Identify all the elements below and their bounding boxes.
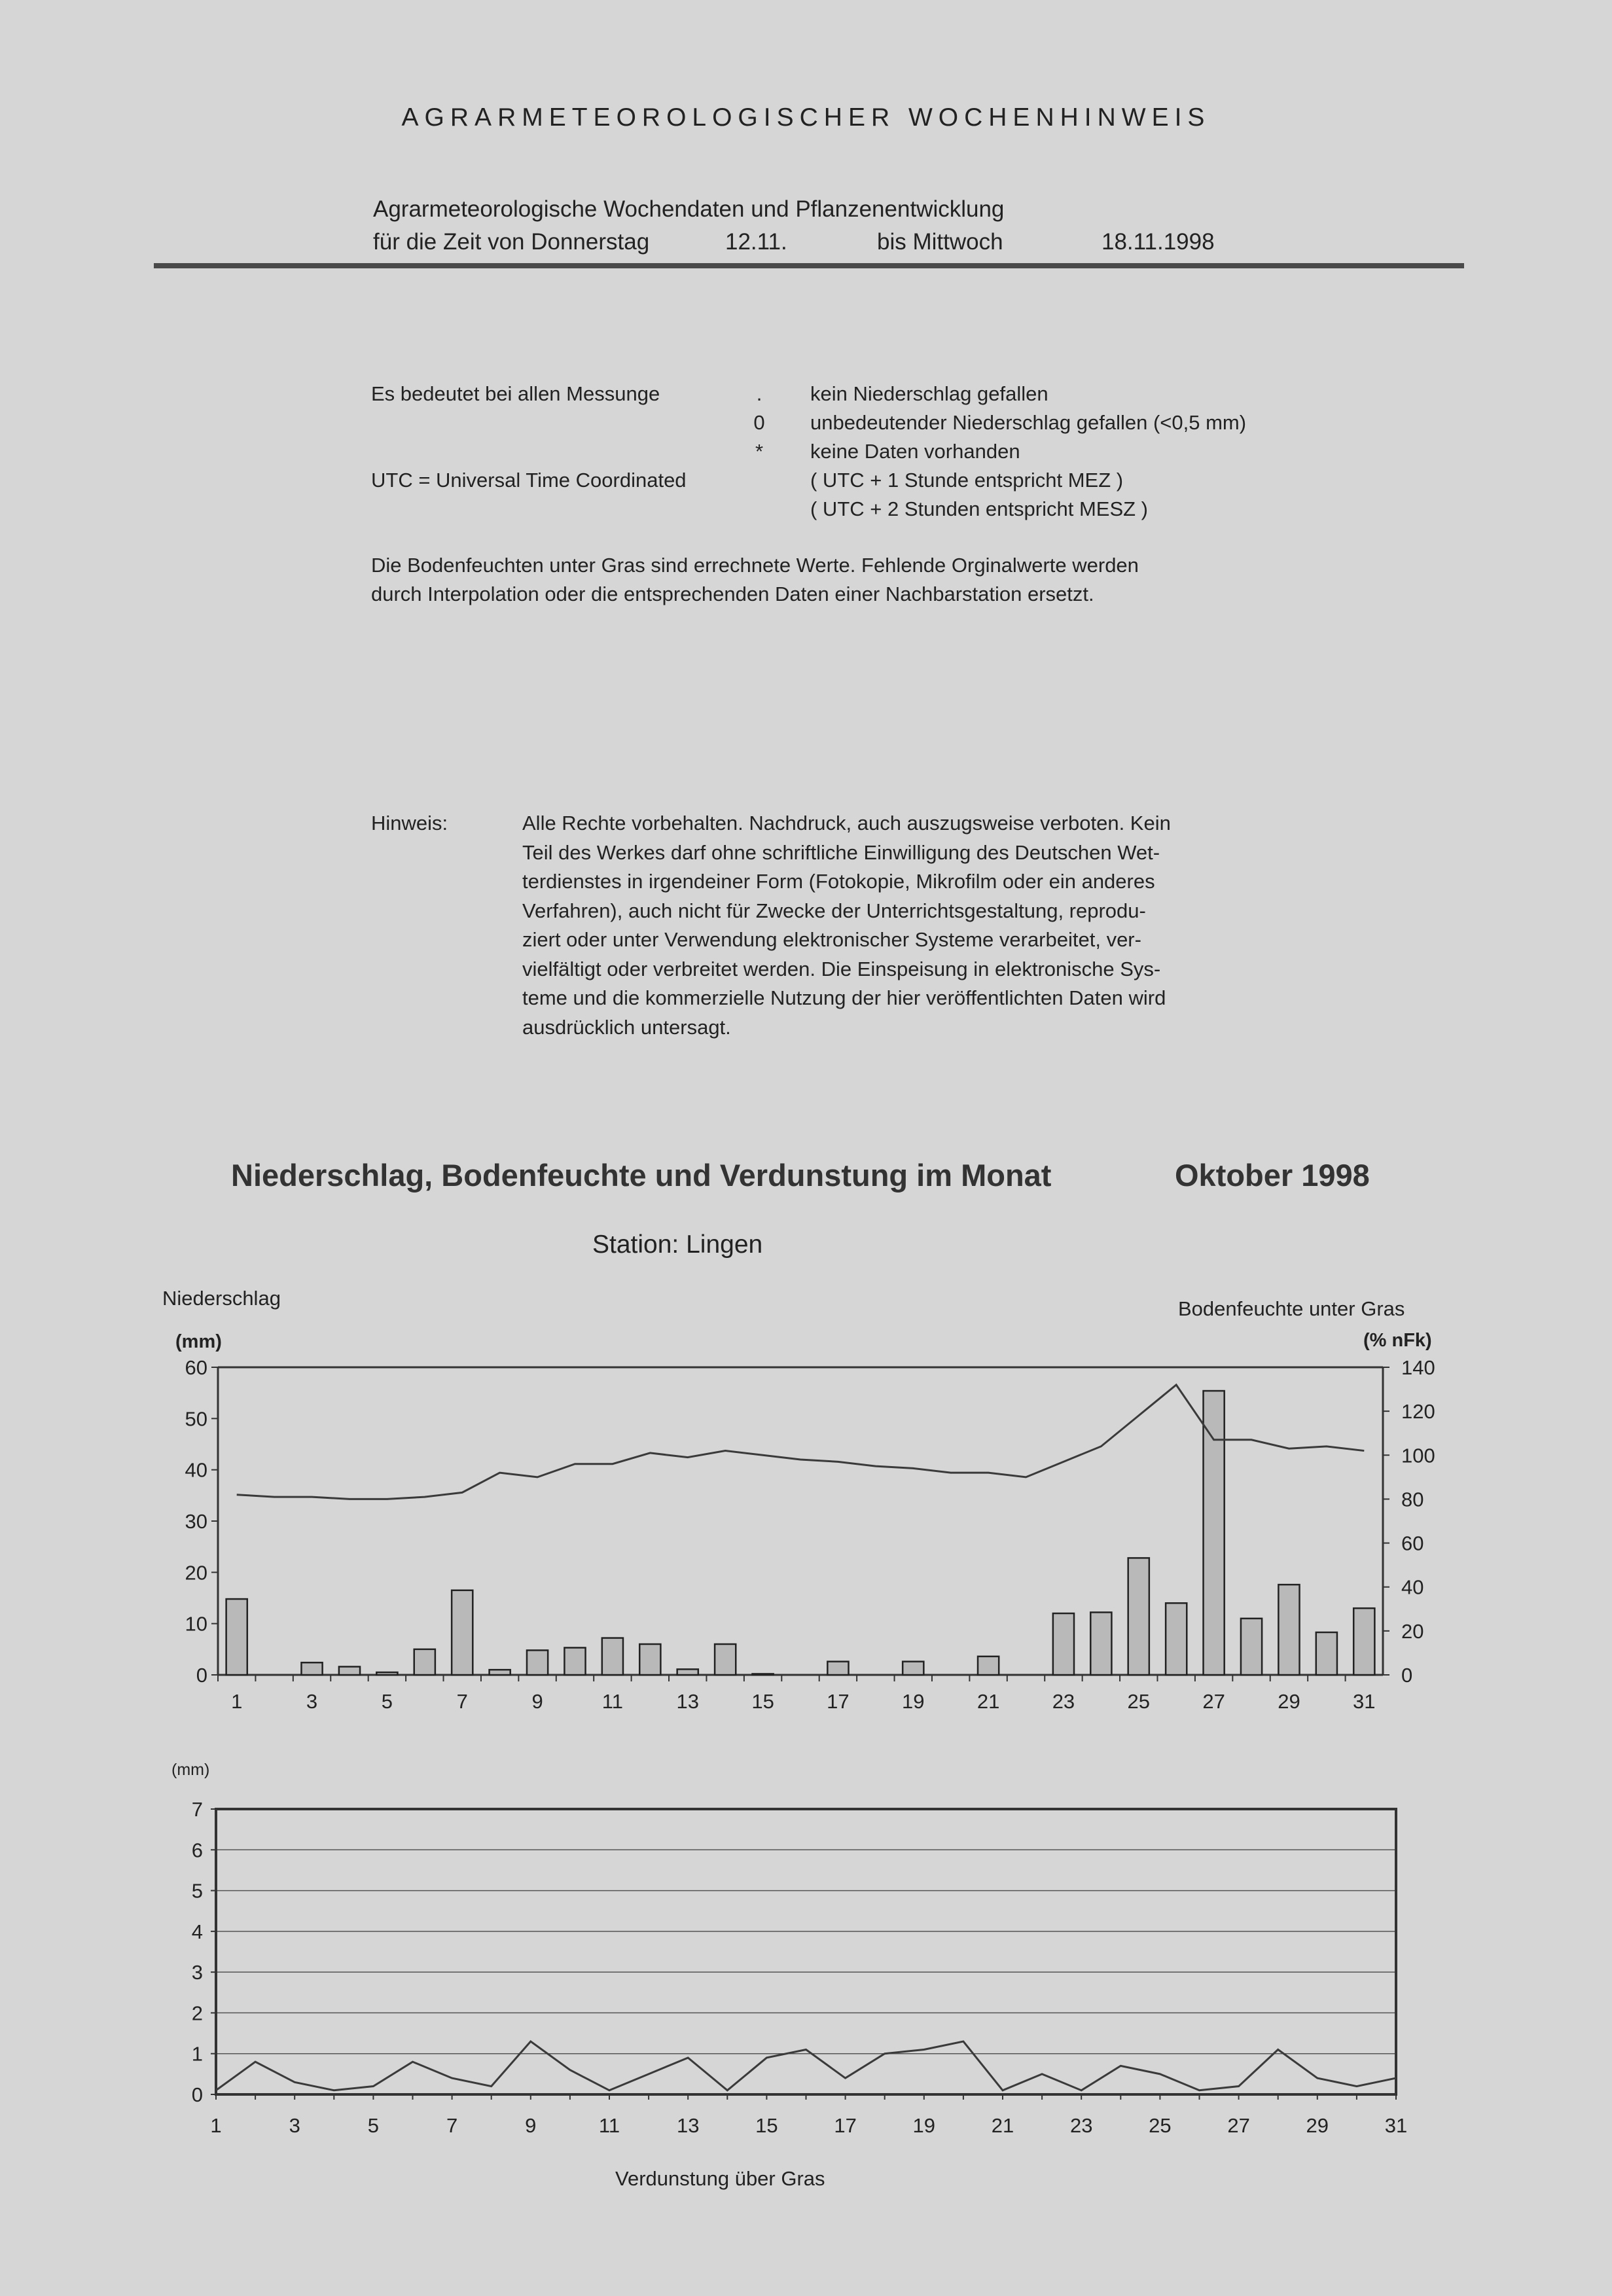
x-tick-label: 15	[755, 2114, 778, 2137]
precipitation-bar	[452, 1590, 473, 1675]
station-label: Station: Lingen	[592, 1230, 763, 1259]
notice-line: vielfältigt oder verbreitet werden. Die Einspeisung in elektronische Sys-	[522, 957, 1161, 980]
y-tick-label: 6	[191, 1839, 203, 1862]
right-axis-unit: (% nFk)	[1363, 1330, 1432, 1351]
precipitation-bar	[753, 1674, 774, 1675]
notice-line: Verfahren), auch nicht für Zwecke der Unterrichtsgestaltung, reprodu-	[522, 899, 1146, 922]
evaporation-chart-label: Verdunstung über Gras	[615, 2167, 825, 2190]
x-tick-label: 5	[381, 1690, 393, 1713]
precipitation-bar	[490, 1670, 510, 1675]
precipitation-bar	[527, 1650, 548, 1675]
precipitation-bar	[677, 1669, 698, 1675]
x-tick-label: 17	[827, 1690, 850, 1713]
notice-line: ziert oder unter Verwendung elektronischer Systeme verarbeitet, ver-	[522, 928, 1141, 951]
left-tick-label: 10	[185, 1612, 207, 1636]
precipitation-bar	[978, 1657, 999, 1675]
legend-text: keine Daten vorhanden	[810, 440, 1020, 463]
x-tick-label: 11	[598, 2114, 620, 2137]
evaporation-axis-unit: (mm)	[171, 1761, 210, 1779]
precipitation-bar	[564, 1647, 585, 1675]
precipitation-bar	[715, 1644, 736, 1675]
precipitation-bar	[301, 1662, 322, 1675]
y-tick-label: 1	[191, 2042, 203, 2066]
x-tick-label: 27	[1202, 1690, 1225, 1713]
x-tick-label: 7	[456, 1690, 468, 1713]
x-tick-label: 23	[1069, 2114, 1093, 2137]
x-tick-label: 15	[751, 1690, 774, 1713]
precipitation-bar	[1241, 1619, 1262, 1675]
page-header-title: AGRARMETEOROLOGISCHER WOCHENHINWEIS	[401, 103, 1211, 132]
utc-label: UTC = Universal Time Coordinated	[371, 469, 687, 492]
precipitation-bar	[827, 1662, 848, 1675]
notice-line: Teil des Werkes darf ohne schriftliche Einwilligung des Deutschen Wet-	[522, 840, 1160, 864]
x-tick-label: 1	[231, 1690, 243, 1713]
right-tick-label: 140	[1401, 1356, 1435, 1379]
precipitation-bar	[1353, 1608, 1374, 1675]
x-tick-label: 13	[676, 1690, 699, 1713]
right-tick-label: 40	[1401, 1575, 1424, 1599]
x-tick-label: 11	[601, 1690, 623, 1713]
legend-symbol: *	[755, 440, 764, 463]
x-tick-label: 3	[289, 2114, 300, 2137]
precipitation-bar	[1278, 1585, 1299, 1675]
precipitation-bar	[1090, 1612, 1111, 1675]
left-axis-title: Niederschlag	[162, 1287, 281, 1310]
left-tick-label: 30	[185, 1510, 207, 1533]
precipitation-bar	[1316, 1632, 1337, 1675]
left-axis-unit: (mm)	[175, 1331, 222, 1352]
legend-symbol: .	[756, 382, 762, 405]
x-tick-label: 31	[1384, 2114, 1408, 2137]
section-month: Oktober 1998	[1175, 1158, 1370, 1193]
precipitation-bar	[903, 1662, 923, 1675]
section-title: Niederschlag, Bodenfeuchte und Verdunstung im Monat	[231, 1158, 1052, 1193]
x-tick-label: 17	[834, 2114, 857, 2137]
utc-line: ( UTC + 1 Stunde entspricht MEZ )	[810, 469, 1124, 492]
right-tick-label: 60	[1401, 1532, 1424, 1555]
legend-text: kein Niederschlag gefallen	[810, 382, 1048, 405]
precipitation-bar	[602, 1638, 623, 1675]
precipitation-bar	[1166, 1603, 1187, 1675]
period-prefix: für die Zeit von Donnerstag	[373, 229, 650, 255]
x-tick-label: 19	[912, 2114, 936, 2137]
date-to: 18.11.1998	[1102, 229, 1215, 255]
notice-label: Hinweis:	[371, 812, 448, 834]
x-tick-label: 29	[1278, 1690, 1300, 1713]
x-tick-label: 27	[1227, 2114, 1250, 2137]
x-tick-label: 25	[1127, 1690, 1151, 1713]
x-tick-label: 21	[976, 1690, 1000, 1713]
precipitation-bar	[226, 1599, 247, 1675]
x-tick-label: 19	[902, 1690, 925, 1713]
x-tick-label: 9	[531, 1690, 543, 1713]
y-tick-label: 3	[191, 1961, 203, 1984]
precipitation-bar	[1204, 1391, 1225, 1675]
precipitation-bar	[339, 1666, 360, 1675]
left-tick-label: 0	[196, 1664, 207, 1687]
x-tick-label: 13	[676, 2114, 700, 2137]
x-tick-label: 7	[446, 2114, 458, 2137]
x-tick-label: 5	[367, 2114, 380, 2137]
right-axis-title: Bodenfeuchte unter Gras	[1178, 1297, 1405, 1320]
x-tick-label: 21	[991, 2114, 1014, 2137]
right-tick-label: 80	[1401, 1488, 1424, 1511]
precipitation-bar	[1128, 1558, 1149, 1675]
x-tick-label: 9	[525, 2114, 537, 2137]
y-tick-label: 7	[191, 1798, 203, 1821]
legend-text: unbedeutender Niederschlag gefallen (<0,5 mm)	[810, 411, 1247, 434]
precipitation-bar	[414, 1649, 435, 1675]
legend-intro: Es bedeutet bei allen Messunge	[371, 382, 660, 405]
notice-line: teme und die kommerzielle Nutzung der hier veröffentlichten Daten wird	[522, 986, 1166, 1009]
precipitation-bar	[639, 1644, 660, 1675]
notice-line: terdienstes in irgendeiner Form (Fotokopie, Mikrofilm oder ein anderes	[522, 870, 1155, 893]
x-tick-label: 1	[210, 2114, 222, 2137]
x-tick-label: 29	[1306, 2114, 1329, 2137]
right-tick-label: 20	[1401, 1619, 1424, 1643]
legend-symbol: 0	[753, 411, 765, 434]
period-mid: bis Mittwoch	[877, 229, 1003, 255]
y-tick-label: 0	[191, 2083, 203, 2106]
right-tick-label: 100	[1401, 1444, 1435, 1467]
y-tick-label: 2	[191, 2001, 203, 2025]
soil-note-line: durch Interpolation oder die entsprechenden Daten einer Nachbarstation ersetzt.	[371, 583, 1094, 605]
y-tick-label: 5	[191, 1879, 203, 1903]
left-tick-label: 40	[185, 1458, 207, 1482]
x-tick-label: 23	[1052, 1690, 1075, 1713]
date-from: 12.11.	[725, 229, 787, 255]
right-tick-label: 120	[1401, 1400, 1435, 1424]
y-tick-label: 4	[191, 1920, 203, 1943]
left-tick-label: 50	[185, 1407, 207, 1431]
right-tick-label: 0	[1401, 1664, 1413, 1687]
soil-moisture-line	[237, 1385, 1365, 1499]
x-tick-label: 25	[1149, 2114, 1172, 2137]
soil-note-line: Die Bodenfeuchten unter Gras sind errechnete Werte. Fehlende Orginalwerte werden	[371, 554, 1139, 577]
utc-line: ( UTC + 2 Stunden entspricht MESZ )	[810, 497, 1148, 520]
x-tick-label: 3	[306, 1690, 318, 1713]
notice-line: ausdrücklich untersagt.	[522, 1015, 731, 1039]
left-tick-label: 60	[185, 1356, 207, 1379]
x-tick-label: 31	[1353, 1690, 1376, 1713]
precipitation-bar	[1053, 1613, 1074, 1675]
left-tick-label: 20	[185, 1561, 207, 1585]
precipitation-bar	[376, 1672, 397, 1675]
header-subtitle: Agrarmeteorologische Wochendaten und Pflanzenentwicklung	[373, 196, 1005, 222]
notice-line: Alle Rechte vorbehalten. Nachdruck, auch auszugsweise verboten. Kein	[522, 812, 1171, 834]
